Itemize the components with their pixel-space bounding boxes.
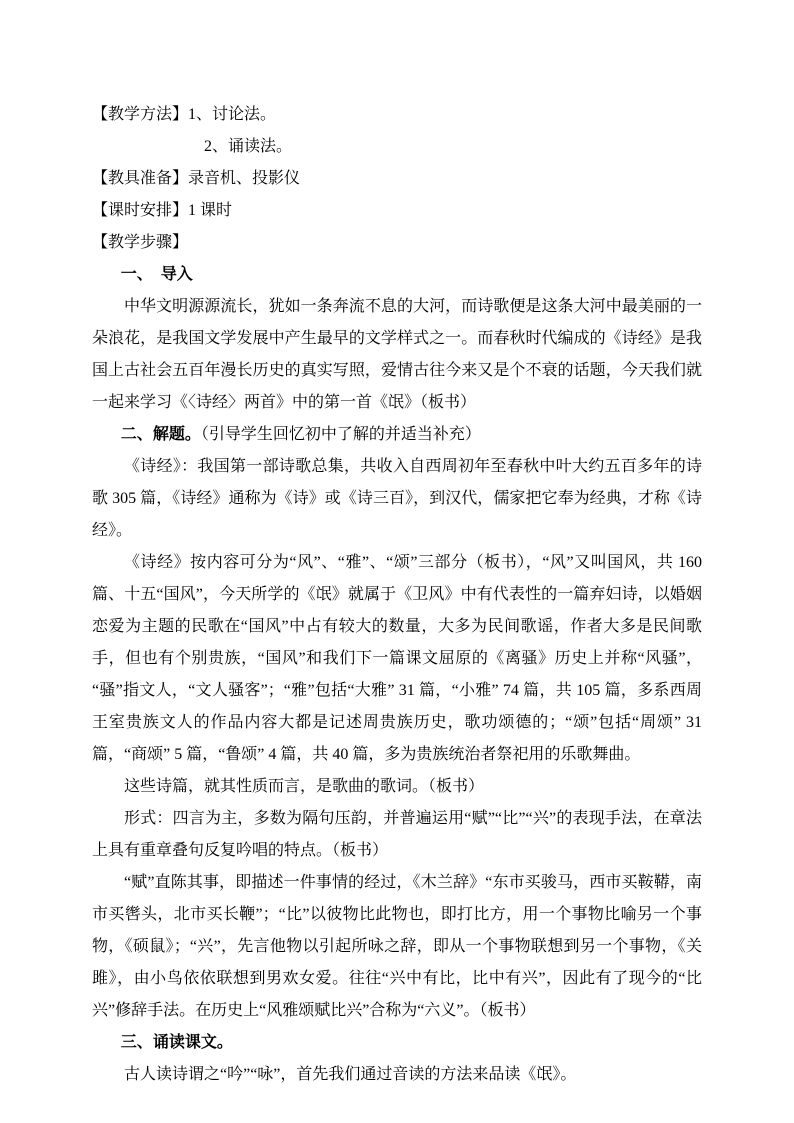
paragraph-intro: 中华文明源源流长，犹如一条奔流不息的大河，而诗歌便是这条大河中最美丽的一朵浪花，是我国文学发展中产生最早的文学样式之一。而春秋时代编成的《诗经》是我国上古社会五百年漫长历史的真实写照，爱情古往今来又是个不衰的话题，今天我们就一起来学习《〈诗经〉两首》中的第一首《氓》（板书）: [92, 298, 702, 411]
meta-value: 1 课时: [188, 202, 233, 219]
meta-line-class-hours: [92, 195, 702, 227]
meta-value: 2、诵读法。: [204, 138, 293, 155]
paragraph-form-note: 形式：四言为主，多数为隔句压韵，并普遍运用“赋”“比”“兴”的表现手法，在章法上具有重章叠句反复吟唱的特点。（板书）: [92, 810, 702, 859]
meta-line-teaching-steps: [92, 227, 702, 259]
meta-label: 【教学方法】: [92, 106, 189, 123]
section-heading-text: 诵读课文。: [152, 1034, 233, 1051]
section-heading-prefix: 三、: [120, 1034, 153, 1051]
meta-label: 【教学步骤】: [92, 234, 189, 251]
meta-line-teaching-aids: [92, 163, 702, 195]
section-heading-intro: [92, 259, 702, 291]
meta-value: 1、讨论法。: [188, 106, 277, 123]
paragraph-lyrics-note: 这些诗篇，就其性质而言，是歌曲的歌词。（板书）: [124, 778, 485, 795]
section-heading-explain-title: [92, 419, 702, 451]
paragraph-shijing-overview: 《诗经》：我国第一部诗歌总集，共收入自西周初年至春秋中叶大约五百多年的诗歌 305 篇，《诗经》通称为《诗》或《诗三百》，到汉代，儒家把它奉为经典，才称《诗经》。: [92, 458, 702, 539]
paragraph-reading-intro: 古人读诗谓之“吟”“咏”，首先我们通过音读的方法来品读《氓》。: [124, 1066, 577, 1083]
meta-line-teaching-method: [92, 99, 702, 131]
meta-line-teaching-method-item-2: [92, 131, 702, 163]
meta-value: 录音机、投影仪: [188, 170, 301, 187]
meta-label: 【课时安排】: [92, 202, 189, 219]
paragraph-fu-bi-xing: “赋”直陈其事，即描述一件事情的经过，《木兰辞》“东市买骏马，西市买鞍鞯，南市买辔头，北市买长鞭”；“比”以彼物比此物也，即打比方，用一个事物比喻另一个事物，《硕鼠》；“兴”，先言他物以引起所咏之辞，即从一个事物联想到另一个事物，《关雎》，由小鸟依依联想到男欢女爱。往往“兴中有比，比中有兴”，因此有了现今的“比兴”修辞手法。在历史上“风雅颂赋比兴”合称为“六义”。（板书）: [92, 874, 702, 1019]
meta-label: 【教具准备】: [92, 170, 189, 187]
section-heading-suffix: （引导学生回忆初中了解的并适当补充）: [200, 426, 481, 443]
paragraph-feng-ya-song: 《诗经》按内容可分为“风”、“雅”、“颂”三部分（板书），“风”又叫国风，共 160 篇、十五“国风”，今天所学的《氓》就属于《卫风》中有代表性的一篇弃妇诗，以婚姻恋爱为主题的民歌在“国风”中占有较大的数量，大多为民间歌谣，作者大多是民间歌手，但也有个别贵族，“国风”和我们下一篇课文屈原的《离骚》历史上并称“风骚”，“骚”指文人，“文人骚客”；“雅”包括“大雅” 31 篇，“小雅” 74 篇，共 105 篇，多系西周王室贵族文人的作品内容大都是记述周贵族历史，歌功颂德的；“颂”包括“周颂” 31 篇，“商颂” 5 篇，“鲁颂” 4 篇，共 40 篇，多为贵族统治者祭祀用的乐歌舞曲。: [92, 554, 702, 763]
section-heading-text: 解题。: [152, 426, 201, 443]
section-heading-prefix: 二、: [120, 426, 153, 443]
section-heading-reading: [92, 1027, 702, 1059]
section-heading-text: 一、 导入: [120, 266, 193, 283]
